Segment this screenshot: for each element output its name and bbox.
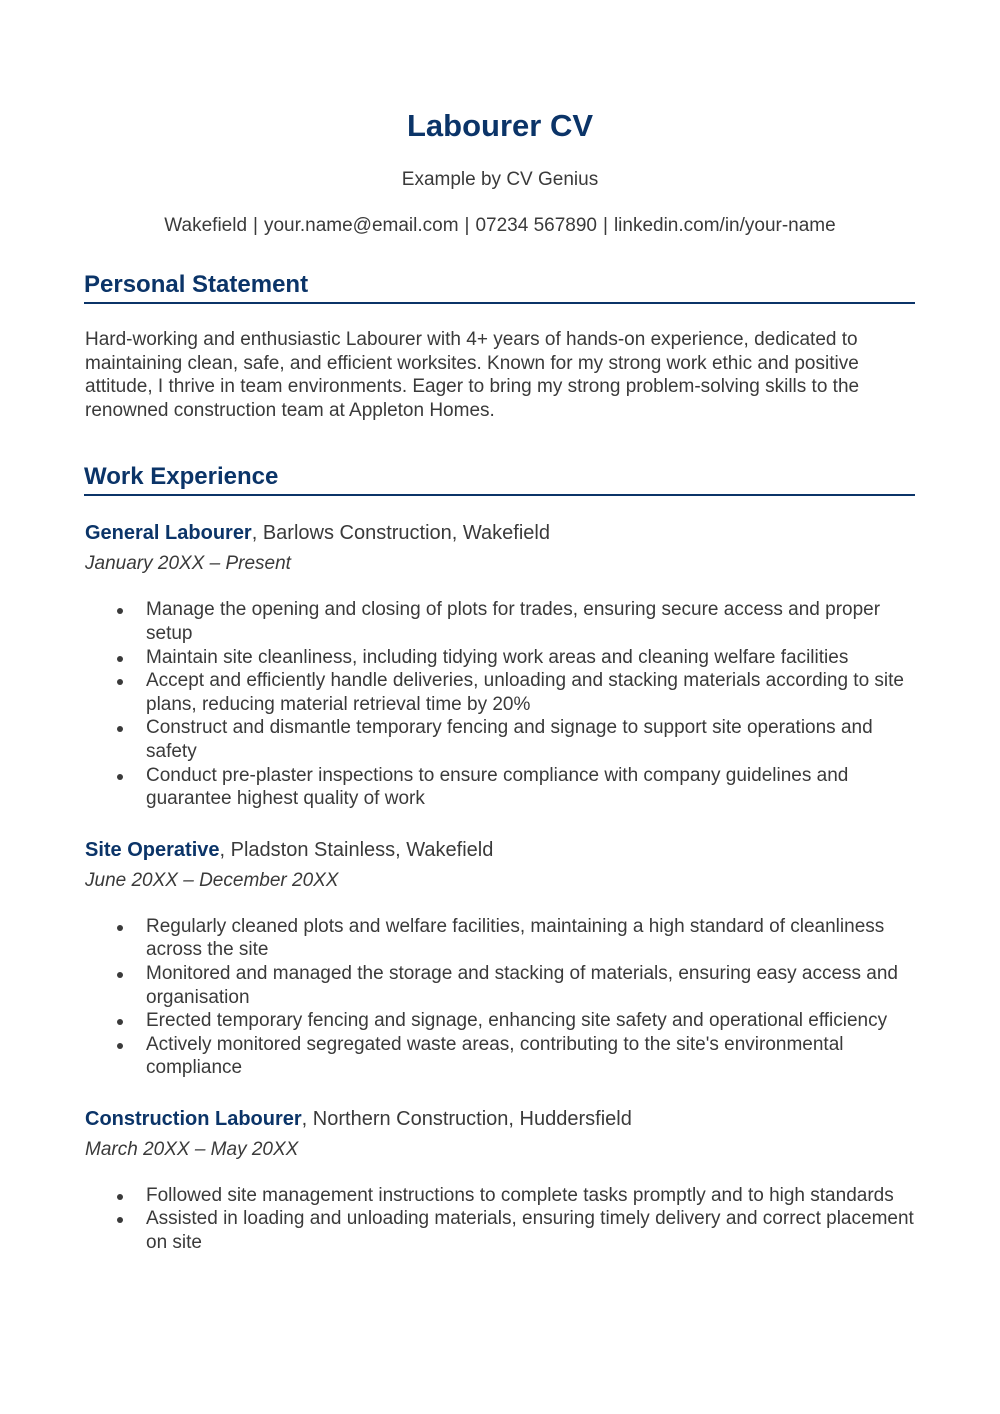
job-bullet-list <box>85 598 915 810</box>
job-dates: March 20XX – May 20XX <box>85 1138 299 1160</box>
job-bullet <box>146 598 916 645</box>
job-header <box>85 520 915 546</box>
job-bullet-text: Erected temporary fencing and signage, enhancing site safety and operational efficiency <box>146 1010 888 1032</box>
job-bullet-text: Maintain site cleanliness, including tidying work areas and cleaning welfare facilities <box>146 646 849 668</box>
job-title: General Labourer <box>85 522 252 545</box>
job-bullet <box>146 1184 916 1208</box>
bullet-icon <box>117 1194 123 1200</box>
job-title: Construction Labourer <box>85 1107 302 1130</box>
job-bullet-text: Monitored and managed the storage and stacking of materials, ensuring easy access and organisation <box>146 962 899 1008</box>
bullet-icon <box>117 1217 123 1223</box>
job-entry <box>85 1106 915 1255</box>
job-bullet-text: Actively monitored segregated waste areas, contributing to the site's environmental compliance <box>146 1033 844 1079</box>
contact-location: Wakefield <box>164 215 248 236</box>
job-bullet <box>146 716 916 763</box>
bullet-icon <box>117 656 123 662</box>
contact-separator: | <box>253 215 258 236</box>
job-bullet-text: Assisted in loading and unloading materials, ensuring timely delivery and correct placement on site <box>146 1208 914 1254</box>
bullet-icon <box>117 1019 123 1025</box>
bullet-icon <box>117 726 123 732</box>
contact-email[interactable]: your.name@email.com <box>263 215 459 236</box>
personal-statement-text: Hard-working and enthusiastic Labourer with 4+ years of hands-on experience, dedicated to maintaining clean, safe, and efficient worksites. Known for my strong work ethic and positive attitude, I thrive in team environments. Eager to bring my strong problem-solving skills to the renowned construction team at Appleton Homes. <box>85 329 860 421</box>
job-title: Site Operative <box>85 838 220 861</box>
job-company: , Northern Construction, Huddersfield <box>301 1107 632 1130</box>
job-header <box>85 837 915 863</box>
section-heading-personal-statement: Personal Statement <box>84 270 915 304</box>
contact-separator: | <box>603 215 608 236</box>
section-heading-work-experience: Work Experience <box>84 462 915 496</box>
contact-line <box>85 214 915 238</box>
job-bullet-text: Manage the opening and closing of plots for trades, ensuring secure access and proper setup <box>146 599 881 644</box>
bullet-icon <box>117 608 123 614</box>
bullet-icon <box>117 774 123 780</box>
job-bullet <box>146 1207 916 1254</box>
bullet-icon <box>117 972 123 978</box>
job-bullet-text: Construct and dismantle temporary fencing and signage to support site operations and safety <box>146 717 873 762</box>
bullet-icon <box>117 679 123 685</box>
job-bullet-list <box>85 915 915 1080</box>
contact-phone: 07234 567890 <box>475 215 597 236</box>
job-company: , Pladston Stainless, Wakefield <box>219 838 494 861</box>
job-bullet-text: Accept and efficiently handle deliveries, unloading and stacking materials according to site plans, reducing material retrieval time by 20% <box>146 670 904 715</box>
bullet-icon <box>117 925 123 931</box>
page-subtitle: Example by CV Genius <box>401 169 599 190</box>
job-bullet <box>146 1009 916 1033</box>
job-bullet <box>146 669 916 716</box>
job-bullet <box>146 646 916 670</box>
job-bullet <box>146 915 916 962</box>
bullet-icon <box>117 1043 123 1049</box>
contact-separator: | <box>464 215 470 236</box>
job-bullet <box>146 764 916 811</box>
job-entry <box>85 837 915 1080</box>
job-dates: January 20XX – Present <box>85 553 291 575</box>
job-bullet-text: Conduct pre-plaster inspections to ensure compliance with company guidelines and guarantee highest quality of work <box>146 764 849 810</box>
job-bullet-text: Regularly cleaned plots and welfare facilities, maintaining a high standard of cleanliness across the site <box>146 915 885 961</box>
job-header <box>85 1106 915 1132</box>
job-entry <box>85 520 915 810</box>
job-bullet <box>146 1033 916 1080</box>
job-bullet <box>146 962 916 1009</box>
job-dates: June 20XX – December 20XX <box>85 869 339 891</box>
job-bullet-list <box>85 1184 915 1255</box>
contact-linkedin[interactable]: linkedin.com/in/your-name <box>613 215 836 236</box>
page-title: Labourer CV <box>406 108 594 143</box>
job-bullet-text: Followed site management instructions to complete tasks promptly and to high standards <box>146 1184 894 1206</box>
job-company: , Barlows Construction, Wakefield <box>251 522 550 545</box>
